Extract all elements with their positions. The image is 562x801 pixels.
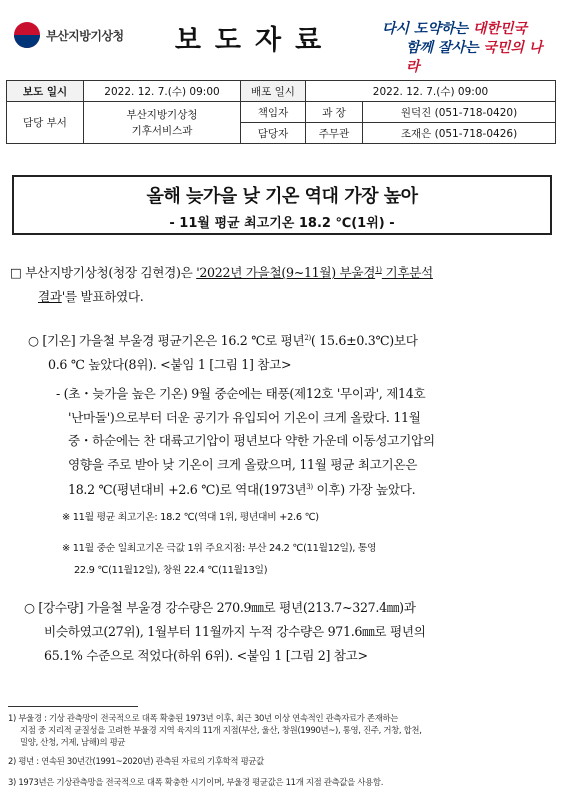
text-line: - (초・늦가을 높은 기온) 9월 중순에는 태풍(제12호 '무이과', 제14호 [56,386,426,401]
text-span: ○ [기온] 가을철 부울경 평균기온은 16.2 ℃로 평년 [28,333,305,349]
press-header [0,0,562,80]
staff-name: 조재은 (051-718-0426) [363,123,556,144]
text-line: 22.9 ℃(11월12일), 창원 22.4 ℃(11월13일) [74,565,268,576]
dept-value [84,102,241,144]
text-line: ※ 11월 중순 일최고기온 극값 1위 주요지점: 부산 24.2 ℃(11월12일), 통영 [62,543,377,554]
text-span: '를 발표하였다. [61,289,144,305]
slogan-part: 다시 도약하는 [382,21,473,37]
distrib-label: 배포 일시 [241,81,306,102]
paragraph-precipitation [24,596,554,668]
slogan-part: 대한민국 [472,21,528,37]
footnote-ref: 1) [375,266,382,274]
release-value: 2022. 12. 7.(수) 09:00 [84,81,241,102]
text-line: 1) 부울경 : 기상 관측망이 전국적으로 대폭 확충된 1973년 이후, 최근 30년 이상 연속적인 관측자료가 존재하는 [8,713,399,723]
staff-label: 담당자 [241,123,306,144]
release-label: 보도 일시 [7,81,84,102]
slogan-part: 함께 잘사는 [406,40,484,56]
dept-label: 담당 부서 [7,102,84,144]
agency-name: 부산지방기상청 [46,28,124,43]
resp-label: 책임자 [241,102,306,123]
distrib-value: 2022. 12. 7.(수) 09:00 [306,81,556,102]
headline-box [12,175,552,235]
text-line: 중・하순에는 찬 대륙고기압이 평년보다 약한 가운데 이동성고기압의 [68,433,435,448]
text-line: 지점 중 지리적 균질성을 고려한 부울경 지역 육지의 11개 지점(부산, 울산, 창원(1990년~), 통영, 진주, 거창, 합천, [20,725,422,735]
footnote-ref: 2) [304,334,311,342]
headline-sub: - 11월 평균 최고기온 18.2 ℃(1위) - [169,216,395,231]
government-slogan [382,20,552,77]
paragraph-intro [10,258,550,309]
release-info-table [6,80,556,144]
footnote-1 [8,712,548,748]
text-span: 0.6 ℃ 높았다(8위). <붙임 1 [그림 1] 참고> [48,357,292,373]
text-span: 18.2 ℃(평년대비 +2.6 ℃)로 역대(1973년 [68,482,307,498]
text-span: 기후분석 [381,265,433,281]
footnote-2: 2) 평년 : 연속된 30년간(1991~2020년) 관측된 자료의 기후학적 평균값 [8,756,264,766]
text-line: 밀양, 산청, 거제, 남해)의 평균 [20,737,126,747]
resp-name: 원덕진 (051-718-0420) [363,102,556,123]
paragraph-temperature-detail [56,382,552,502]
text-line: 비슷하였고(27위), 1월부터 11월까지 누적 강수량은 971.6㎜로 평년의 [44,624,426,639]
headline-main: 올해 늦가을 낮 기온 역대 가장 높아 [146,186,418,207]
text-line: 영향을 주로 받아 낮 기온이 크게 올랐으며, 11월 평균 최고기온은 [68,456,418,472]
paragraph-temperature [28,326,553,377]
text-span: □ 부산지방기상청(청장 김현경)은 [10,265,197,281]
text-span: 결과 [38,289,62,305]
resp-role: 과 장 [306,102,363,123]
taegeuk-logo-icon [14,22,40,48]
footnote-3: 3) 1973년은 기상관측망을 전국적으로 대폭 확충한 시기이며, 부울경 평균값은 11개 지점 관측값을 사용함. [8,777,384,787]
note-extremes [62,538,552,582]
dept-value-2: 기후서비스과 [131,124,193,137]
footnote-ref: 3) [306,483,313,491]
press-release-title: 보도자료 [174,25,336,56]
slogan-part: 국민의 나라 [406,40,543,75]
text-span: '2022년 가을철(9~11월) 부울경 [196,265,376,281]
staff-role: 주무관 [306,123,363,144]
text-line: 65.1% 수준으로 적었다(하위 6위). <붙임 1 [그림 2] 참고> [44,648,368,663]
note-max-temp: ※ 11월 평균 최고기온: 18.2 ℃(역대 1위, 평년대비 +2.6 ℃) [62,512,319,523]
text-line: ○ [강수량] 가을철 부울경 강수량은 270.9㎜로 평년(213.7~327.4㎜)과 [24,600,416,615]
footnote-divider [8,706,138,707]
dept-value-1: 부산지방기상청 [126,108,198,121]
text-line: '난마돌')으로부터 더운 공기가 유입되어 기온이 크게 올랐다. 11월 [68,409,421,425]
text-span: 이후) 가장 높았다. [312,482,416,498]
text-span: ( 15.6±0.3℃)보다 [310,333,418,349]
agency-logo [14,22,124,48]
